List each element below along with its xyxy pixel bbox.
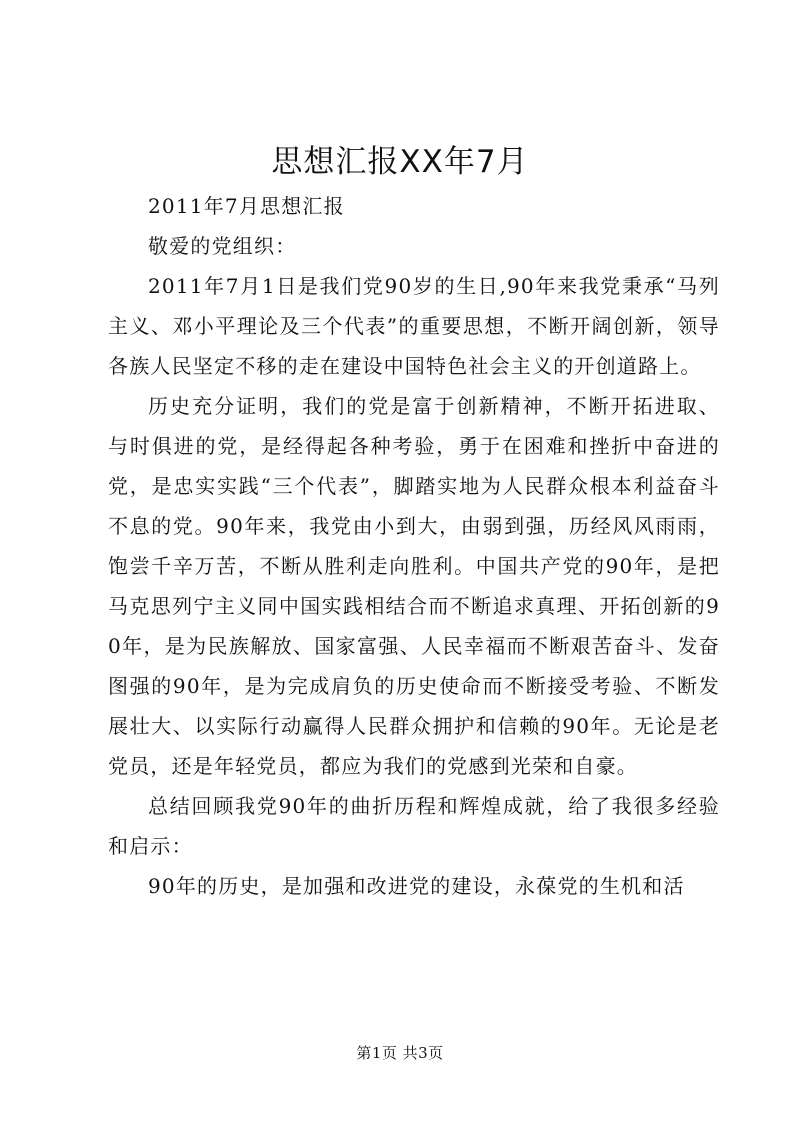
- salutation: 敬爱的党组织：: [148, 234, 297, 258]
- date-heading: 2011年7月思想汇报: [148, 194, 345, 218]
- paragraph: 2011年7月1日是我们党90岁的生日,90年来我党秉承“马列主义、邓小平理论及三个代表”的重要思想，不断开阔创新，领导各族人民坚定不移的走在建设中国特色社会主义的开创道路上。: [108, 274, 720, 378]
- page-footer: 第1页 共3页: [356, 1044, 444, 1062]
- paragraph: 历史充分证明，我们的党是富于创新精神，不断开拓进取、与时俱进的党，是经得起各种考验，勇于在困难和挫折中奋进的党，是忠实实践“三个代表”，脚踏实地为人民群众根本利益奋斗不息的党。90年来，我党由小到大，由弱到强，历经风风雨雨，饱尝千辛万苦，不断从胜利走向胜利。中国共产党的90年，是把马克思列宁主义同中国实践相结合而不断追求真理、开拓创新的90年，是为民族解放、国家富强、人民幸福而不断艰苦奋斗、发奋图强的90年，是为完成肩负的历史使命而不断接受考验、不断发展壮大、以实际行动赢得人民群众拥护和信赖的90年。无论是老党员，还是年轻党员，都应为我们的党感到光荣和自豪。: [108, 394, 720, 778]
- document-body: [108, 186, 720, 906]
- document-title: 思想汇报XX年7月: [271, 144, 529, 180]
- paragraph: 90年的历史，是加强和改进党的建设，永葆党的生机和活: [148, 874, 685, 898]
- paragraph: 总结回顾我党90年的曲折历程和辉煌成就，给了我很多经验和启示：: [108, 794, 720, 858]
